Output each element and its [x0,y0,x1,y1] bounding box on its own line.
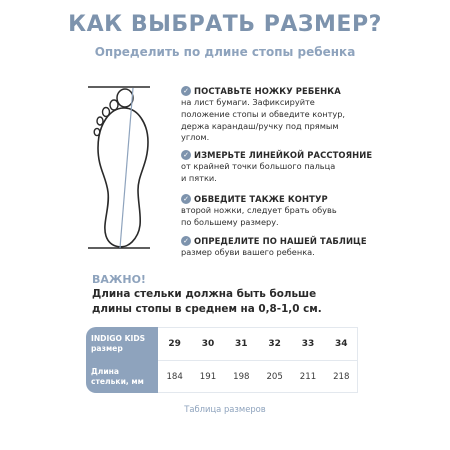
check-badge-icon: ✓ [181,150,191,160]
size-cell: 29 [168,339,181,349]
table-caption: Таблица размеров [184,404,266,414]
table-row-lengths [158,361,358,393]
size-cell: 30 [201,339,215,349]
length-cell: 211 [299,372,317,382]
table-header-column [86,327,158,393]
table-brand-label [91,334,145,353]
size-cell: 33 [301,339,315,349]
step-text-line: держа карандаш/ручку под прямым [181,120,339,131]
check-badge-icon: ✓ [181,194,191,204]
step-text-line: размер обуви вашего ребенка. [181,247,315,257]
length-cell: 198 [233,372,250,382]
foot-illustration [80,78,170,256]
foot-outline-icon [80,78,170,256]
length-cell: 218 [333,372,350,382]
step-4 [181,236,446,259]
table-length-label [91,367,144,386]
step-text-line: положение стопы и обведите контур, [181,108,345,119]
important-text [92,287,392,317]
step-1 [181,86,446,144]
length-cell: 184 [166,372,183,382]
step-title: ПОСТАВЬТЕ НОЖКУ РЕБЕНКА [194,86,341,96]
size-cell: 31 [235,339,248,349]
step-text-line: на лист бумаги. Зафиксируйте [181,97,315,107]
length-cell: 191 [199,372,217,382]
page-subtitle: Определить по длине стопы ребенка [94,45,356,59]
important-line: Длина стельки должна быть больше [92,288,317,300]
brand-name: INDIGO KIDS [91,334,146,343]
step-text-line: по большему размеру. [181,216,279,227]
step-title: ОБВЕДИТЕ ТАКЖЕ КОНТУР [194,194,328,204]
check-badge-icon: ✓ [181,86,191,96]
check-badge-icon: ✓ [181,236,191,246]
length-label-line: стельки, мм [91,376,144,386]
size-label: размер [91,343,123,353]
step-2 [181,150,446,185]
step-text-line: второй ножки, следует брать обувь [181,205,337,215]
step-3 [181,194,446,229]
table-row-sizes [158,328,358,361]
page-title: КАК ВЫБРАТЬ РАЗМЕР? [68,12,382,37]
step-title: ОПРЕДЕЛИТЕ ПО НАШЕЙ ТАБЛИЦЕ [194,236,367,246]
important-label: ВАЖНО! [92,273,146,286]
step-text [181,161,446,185]
table-grid [158,327,358,393]
step-text-line: от крайней точки большого пальца [181,161,336,171]
step-text [181,205,446,229]
step-text [181,247,446,259]
size-cell: 34 [335,339,348,349]
size-cell: 32 [268,339,281,349]
length-label-line: Длина [91,367,120,376]
step-text-line: углом. [181,132,210,143]
size-table [86,327,358,393]
step-text [181,97,446,144]
step-text-line: и пятки. [181,172,217,183]
important-line: длины стопы в среднем на 0,8-1,0 см. [92,303,322,315]
length-cell: 205 [266,372,283,382]
step-title: ИЗМЕРЬТЕ ЛИНЕЙКОЙ РАССТОЯНИЕ [194,150,373,160]
